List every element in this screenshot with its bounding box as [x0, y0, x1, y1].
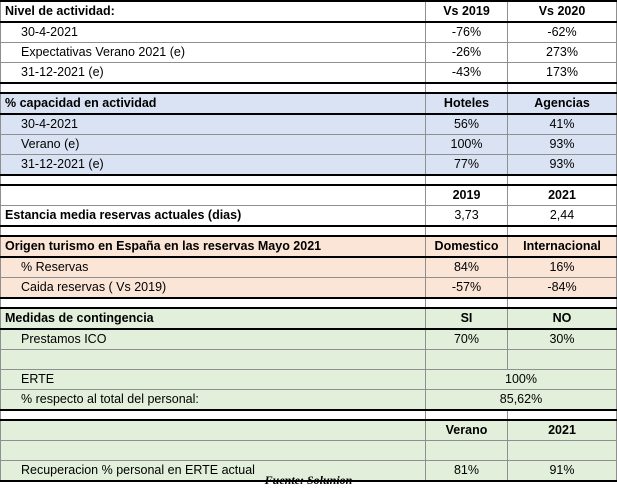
- stay-row-v2: 2,44: [508, 206, 617, 227]
- activity-row: [1, 22, 617, 43]
- activity-header-row: [1, 1, 617, 22]
- spacer-row: [1, 441, 617, 461]
- stay-row: [1, 206, 617, 227]
- stay-header-col1: 2019: [426, 185, 508, 206]
- origin-row-v1: 84%: [426, 257, 508, 278]
- capacity-row-v1: 100%: [426, 135, 508, 155]
- spacer-row: [1, 410, 617, 420]
- origin-header-col1: Domestico: [426, 236, 508, 257]
- origin-header-label: Origen turismo en España en las reservas Mayo 2021: [1, 236, 426, 257]
- capacity-row: [1, 155, 617, 176]
- origin-header-col2: Internacional: [508, 236, 617, 257]
- activity-row-label: 30-4-2021: [1, 22, 426, 43]
- stay-row-v1: 3,73: [426, 206, 508, 227]
- loans-label: Prestamos ICO: [1, 329, 426, 350]
- capacity-row-label: Verano (e): [1, 135, 426, 155]
- capacity-row-v2: 93%: [508, 155, 617, 176]
- spacer-row: [1, 298, 617, 308]
- staff-label: % respecto al total del personal:: [1, 390, 426, 411]
- capacity-row: [1, 114, 617, 135]
- capacity-header-row: [1, 93, 617, 114]
- activity-row-label: 31-12-2021 (e): [1, 63, 426, 84]
- stay-row-label: Estancia media reservas actuales (dias): [1, 206, 426, 227]
- capacity-row-label: 30-4-2021: [1, 114, 426, 135]
- capacity-row: [1, 135, 617, 155]
- activity-row-v1: -76%: [426, 22, 508, 43]
- origin-row-label: % Reservas: [1, 257, 426, 278]
- capacity-row-v2: 41%: [508, 114, 617, 135]
- erte-label: ERTE: [1, 370, 426, 390]
- origin-row-v1: -57%: [426, 278, 508, 299]
- loans-v1: 70%: [426, 329, 508, 350]
- capacity-header-col1: Hoteles: [426, 93, 508, 114]
- erte-value: 100%: [426, 370, 617, 390]
- contingency-header-row: [1, 308, 617, 329]
- recovery-header-col2: 2021: [508, 420, 617, 441]
- recovery-row-label: Recuperacion % personal en ERTE actual: [1, 461, 426, 482]
- capacity-header-label: % capacidad en actividad: [1, 93, 426, 114]
- loans-row: [1, 329, 617, 350]
- activity-row: [1, 63, 617, 84]
- activity-header-col2: Vs 2020: [508, 1, 617, 22]
- capacity-header-col2: Agencias: [508, 93, 617, 114]
- spacer-row: [1, 175, 617, 185]
- recovery-header-row: [1, 420, 617, 441]
- origin-row: [1, 278, 617, 299]
- loans-v2: 30%: [508, 329, 617, 350]
- origin-row: [1, 257, 617, 278]
- stay-header-row: [1, 185, 617, 206]
- staff-row: [1, 390, 617, 411]
- stay-header-empty: [1, 185, 426, 206]
- origin-row-v2: 16%: [508, 257, 617, 278]
- recovery-row-v2: 91%: [508, 461, 617, 482]
- capacity-row-v1: 56%: [426, 114, 508, 135]
- capacity-row-v1: 77%: [426, 155, 508, 176]
- activity-row-v2: 173%: [508, 63, 617, 84]
- capacity-row-v2: 93%: [508, 135, 617, 155]
- activity-row-v2: -62%: [508, 22, 617, 43]
- recovery-row-v1: 81%: [426, 461, 508, 482]
- spacer-row: [1, 83, 617, 93]
- activity-row: [1, 43, 617, 63]
- source-caption: Fuente: Solunion: [264, 473, 353, 487]
- capacity-row-label: 31-12-2021 (e): [1, 155, 426, 176]
- activity-row-label: Expectativas Verano 2021 (e): [1, 43, 426, 63]
- origin-row-label: Caida reservas ( Vs 2019): [1, 278, 426, 299]
- activity-row-v1: -43%: [426, 63, 508, 84]
- activity-header-col1: Vs 2019: [426, 1, 508, 22]
- spacer-row: [1, 350, 617, 370]
- spacer-row: [1, 226, 617, 236]
- recovery-header-empty: [1, 420, 426, 441]
- staff-value: 85,62%: [426, 390, 617, 411]
- origin-header-row: [1, 236, 617, 257]
- activity-row-v2: 273%: [508, 43, 617, 63]
- origin-row-v2: -84%: [508, 278, 617, 299]
- stay-header-col2: 2021: [508, 185, 617, 206]
- erte-row: [1, 370, 617, 390]
- contingency-header-col2: NO: [508, 308, 617, 329]
- contingency-header-label: Medidas de contingencia: [1, 308, 426, 329]
- activity-row-v1: -26%: [426, 43, 508, 63]
- activity-header-label: Nivel de actividad:: [1, 1, 426, 22]
- recovery-header-col1: Verano: [426, 420, 508, 441]
- contingency-header-col1: SI: [426, 308, 508, 329]
